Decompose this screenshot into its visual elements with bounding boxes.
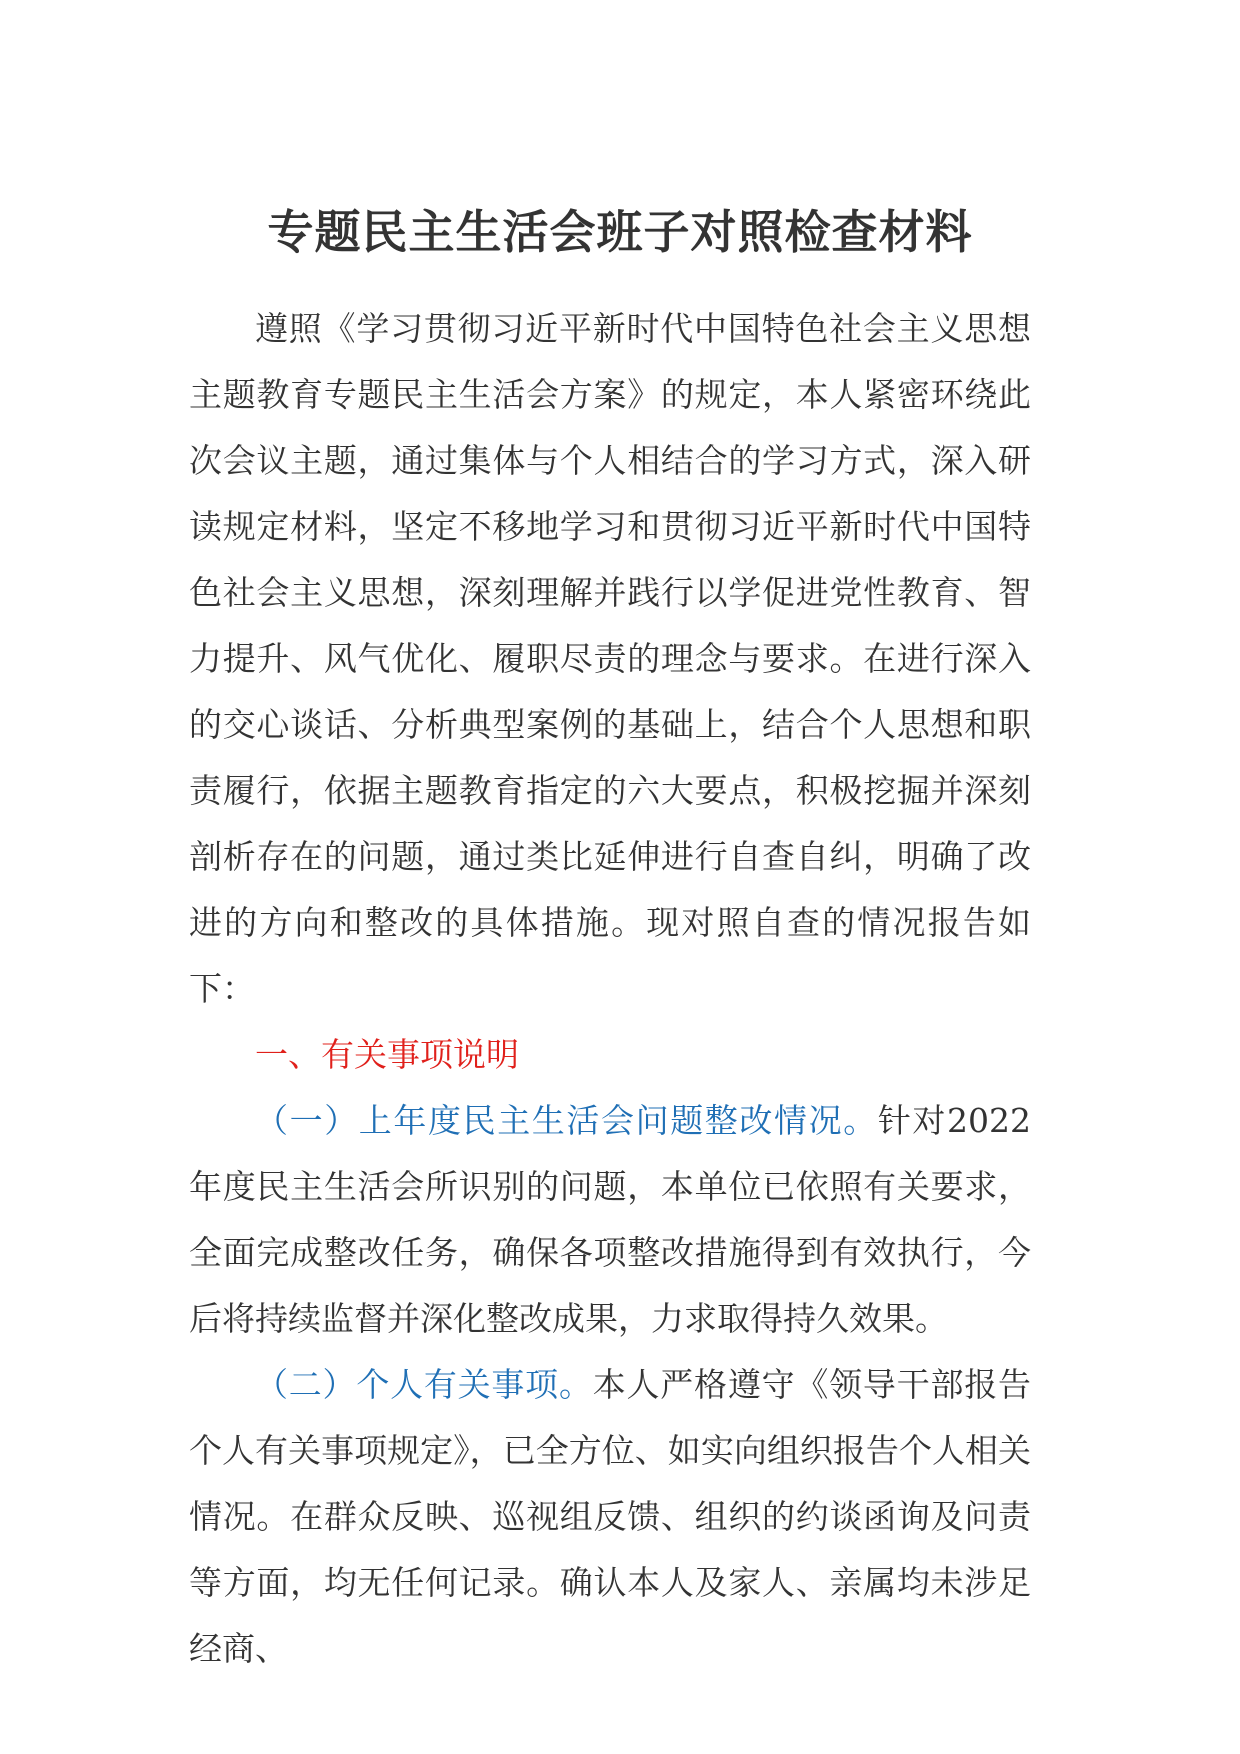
intro-paragraph: 遵照《学习贯彻习近平新时代中国特色社会主义思想主题教育专题民主生活会方案》的规定，本人紧密环绕此次会议主题，通过集体与个人相结合的学习方式，深入研读规定材料，坚定不移地学习和贯彻习近平新时代中国特色社会主义思想，深刻理解并践行以学促进党性教育、智力提升、风气优化、履职尽责的理念与要求。在进行深入的交心谈话、分析典型案例的基础上，结合个人思想和职责履行，依据主题教育指定的六大要点，积极挖掘并深刻剖析存在的问题，通过类比延伸进行自查自纠，明确了改进的方向和整改的具体措施。现对照自查的情况报告如下：: [189, 309, 1031, 1008]
section-heading: [189, 1022, 1031, 1088]
document-body: [189, 296, 1031, 1682]
item-heading-2: （二）个人有关事项。: [255, 1365, 593, 1404]
item-paragraph-1: [189, 1088, 1031, 1352]
item-heading-1: （一）上年度民主生活会问题整改情况。: [255, 1101, 878, 1140]
item-text-2: 本人严格遵守《领导干部报告个人有关事项规定》，已全方位、如实向组织报告个人相关情况。在群众反映、巡视组反馈、组织的约谈函询及问责等方面，均无任何记录。确认本人及家人、亲属均未涉足经商、: [189, 1365, 1032, 1668]
section-heading-text: 一、有关事项说明: [255, 1035, 519, 1074]
item-paragraph-2: [189, 1352, 1031, 1682]
document-title: 专题民主生活会班子对照检查材料: [267, 205, 973, 259]
item-text-1: 针对2022年度民主生活会所识别的问题，本单位已依照有关要求，全面完成整改任务，确保各项整改措施得到有效执行，今后将持续监督并深化整改成果，力求取得持久效果。: [189, 1101, 1032, 1338]
